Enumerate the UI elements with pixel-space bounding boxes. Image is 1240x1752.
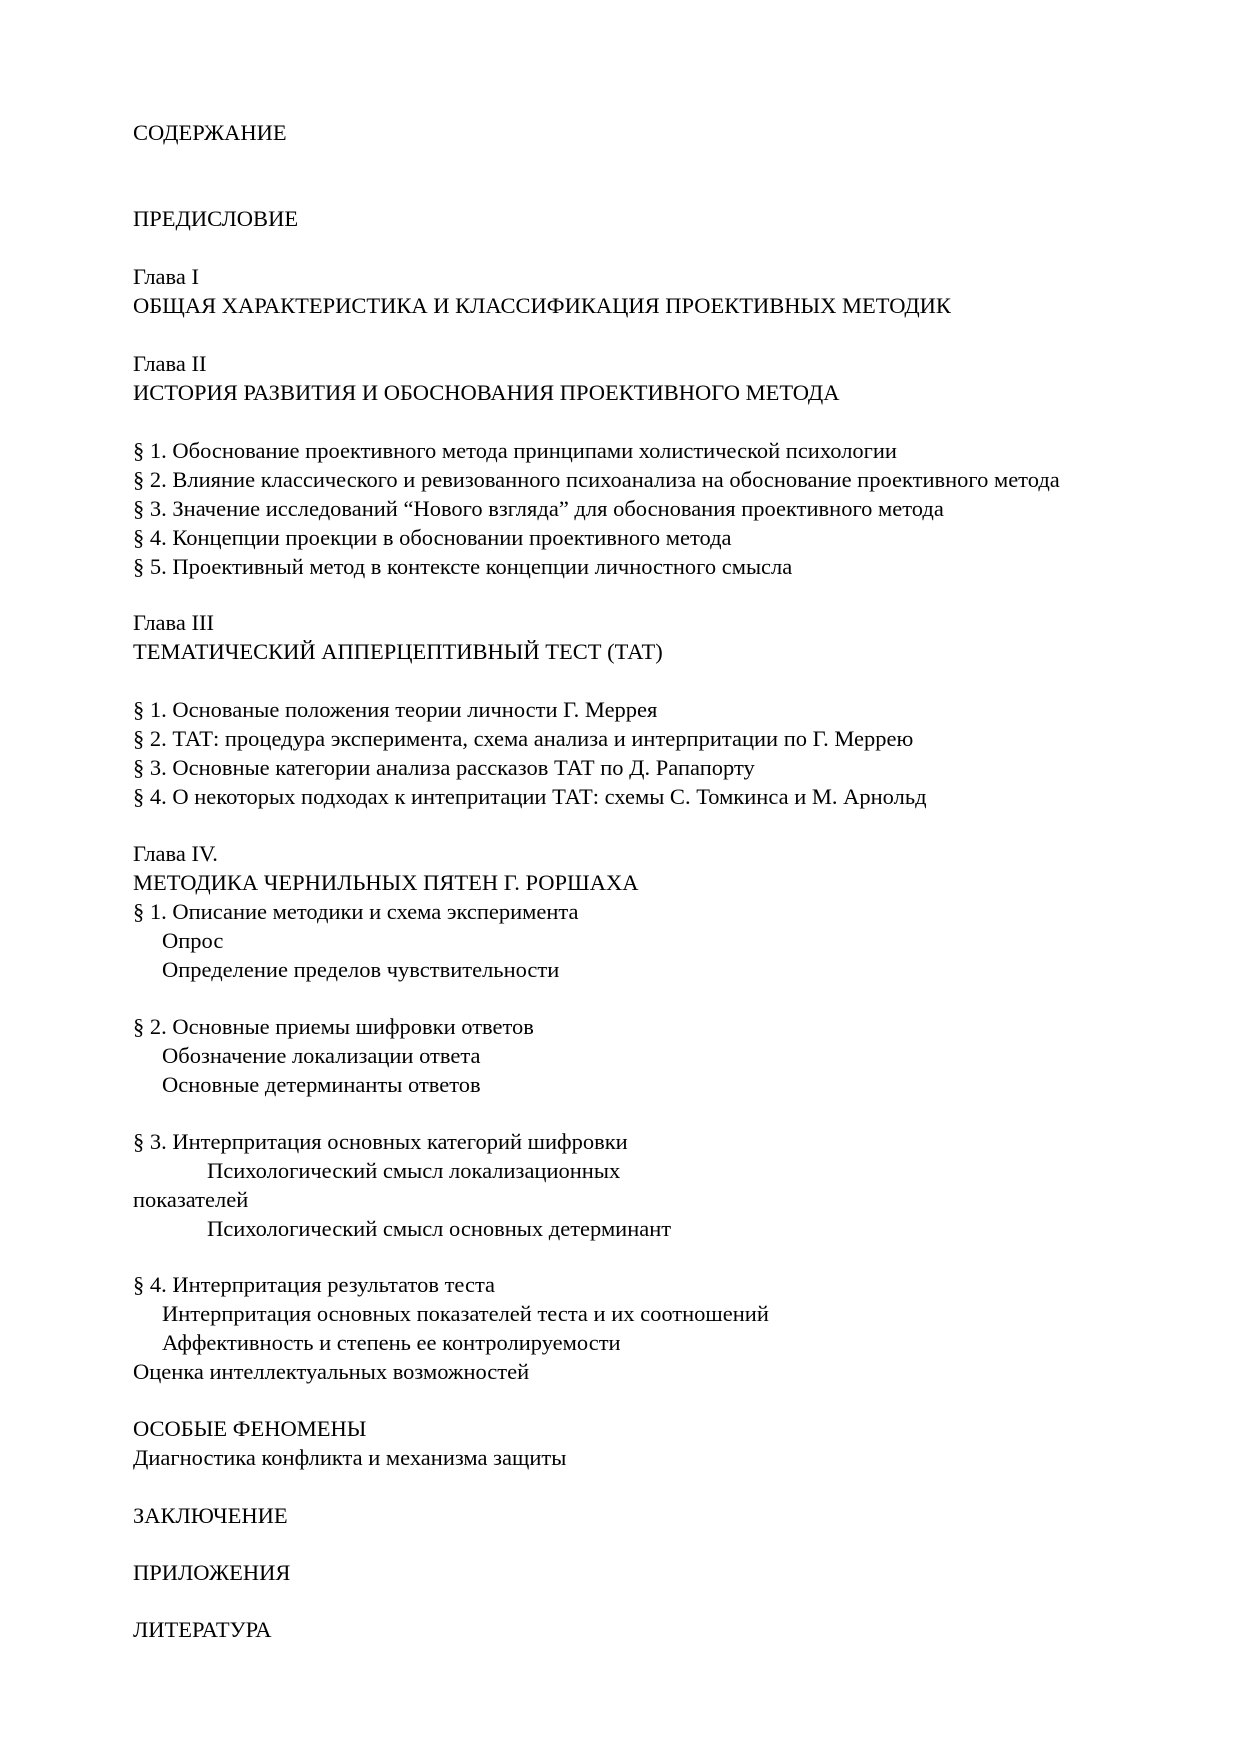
chapter-2-label: Глава II <box>133 351 207 376</box>
toc-entry-literature: ЛИТЕРАТУРА <box>133 1617 272 1642</box>
chapter-1-title: ОБЩАЯ ХАРАКТЕРИСТИКА И КЛАССИФИКАЦИЯ ПРОЕКТИВНЫХ МЕТОДИК <box>133 293 951 318</box>
chapter-1-label: Глава I <box>133 264 199 289</box>
chapter-3-label: Глава III <box>133 610 214 635</box>
toc-entry-conclusion: ЗАКЛЮЧЕНИЕ <box>133 1503 288 1528</box>
chapter-4-section-1: § 1. Описание методики и схема эксперимента <box>133 899 579 924</box>
chapter-4-section-3-item: Психологический смысл локализационных <box>207 1158 621 1183</box>
chapter-2-title: ИСТОРИЯ РАЗВИТИЯ И ОБОСНОВАНИЯ ПРОЕКТИВНОГО МЕТОДА <box>133 380 840 405</box>
chapter-4-section-1-item: Опрос <box>162 928 224 953</box>
chapter-4-section-1-item: Определение пределов чувствительности <box>162 957 560 982</box>
toc-entry-preface: ПРЕДИСЛОВИЕ <box>133 206 299 231</box>
chapter-2-section-4: § 4. Концепции проекции в обосновании проективного метода <box>133 525 732 550</box>
chapter-2-section-1: § 1. Обоснование проективного метода принципами холистической психологии <box>133 438 897 463</box>
chapter-2-section-3: § 3. Значение исследований “Нового взгляда” для обоснования проективного метода <box>133 496 944 521</box>
chapter-4-section-4-item: Интерпритация основных показателей теста и их соотношений <box>162 1301 769 1326</box>
chapter-4-section-3: § 3. Интерпритация основных категорий шифровки <box>133 1129 628 1154</box>
special-phenomena-title: ОСОБЫЕ ФЕНОМЕНЫ <box>133 1416 367 1441</box>
chapter-3-section-1: § 1. Основаные положения теории личности Г. Меррея <box>133 697 658 722</box>
chapter-3-title: ТЕМАТИЧЕСКИЙ АППЕРЦЕПТИВНЫЙ ТЕСТ (ТАТ) <box>133 639 663 664</box>
chapter-4-section-4-item: Аффективность и степень ее контролируемости <box>162 1330 621 1355</box>
toc-entry-appendices: ПРИЛОЖЕНИЯ <box>133 1560 291 1585</box>
chapter-4-section-4: § 4. Интерпритация результатов теста <box>133 1272 496 1297</box>
chapter-4-section-4-extra: Оценка интеллектуальных возможностей <box>133 1359 530 1384</box>
chapter-4-label: Глава IV. <box>133 841 218 866</box>
special-phenomena-subtitle: Диагностика конфликта и механизма защиты <box>133 1445 567 1470</box>
chapter-2-section-5: § 5. Проективный метод в контексте концепции личностного смысла <box>133 554 793 579</box>
toc-heading: СОДЕРЖАНИЕ <box>133 120 287 145</box>
chapter-2-section-2: § 2. Влияние классического и ревизованного психоанализа на обоснование проективного метода <box>133 467 1060 492</box>
chapter-3-section-4: § 4. О некоторых подходах к интепритации ТАТ: схемы С. Томкинса и М. Арнольд <box>133 784 927 809</box>
chapter-4-title: МЕТОДИКА ЧЕРНИЛЬНЫХ ПЯТЕН Г. РОРШАХА <box>133 870 639 895</box>
chapter-4-section-3-item-continued: показателей <box>133 1187 249 1212</box>
chapter-4-section-3-item: Психологический смысл основных детерминант <box>207 1216 672 1241</box>
chapter-4-section-2-item: Основные детерминанты ответов <box>162 1072 481 1097</box>
chapter-3-section-2: § 2. ТАТ: процедура эксперимента, схема анализа и интерпритации по Г. Меррею <box>133 726 914 751</box>
chapter-4-section-2: § 2. Основные приемы шифровки ответов <box>133 1014 534 1039</box>
chapter-4-section-2-item: Обозначение локализации ответа <box>162 1043 481 1068</box>
chapter-3-section-3: § 3. Основные категории анализа рассказов ТАТ по Д. Рапапорту <box>133 755 755 780</box>
